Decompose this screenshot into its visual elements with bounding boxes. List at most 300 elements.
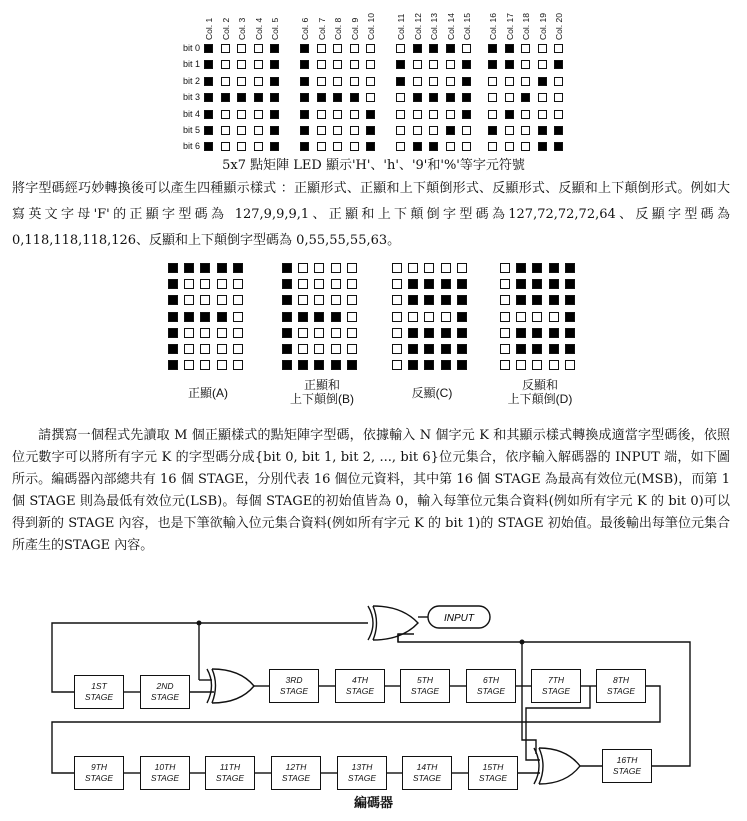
style-dot — [408, 328, 418, 338]
input-label: INPUT — [444, 613, 474, 624]
style-dot — [314, 279, 324, 289]
style-dot — [217, 344, 227, 354]
stage-word: STAGE — [347, 773, 377, 783]
stage-box — [205, 756, 255, 790]
style-dot — [565, 360, 575, 370]
column-header: Col. 5 — [270, 17, 280, 40]
style-dot — [457, 344, 467, 354]
style-dot — [168, 279, 178, 289]
style-dot — [549, 295, 559, 305]
led-dot — [446, 93, 455, 102]
style-dot — [314, 263, 324, 273]
style-dot — [184, 360, 194, 370]
column-header-wrap — [488, 6, 500, 40]
led-dot — [554, 142, 563, 151]
style-dot — [441, 344, 451, 354]
led-dot — [538, 77, 547, 86]
column-header: Col. 4 — [253, 17, 264, 40]
led-dot — [396, 77, 405, 86]
column-header-wrap — [446, 6, 458, 40]
style-dot — [331, 312, 341, 322]
style-dot — [500, 295, 510, 305]
style-dot — [217, 360, 227, 370]
style-dot — [516, 312, 526, 322]
led-dot — [413, 44, 422, 53]
style-dot — [168, 360, 178, 370]
stage-word: STAGE — [410, 686, 440, 696]
stage-word: STAGE — [84, 773, 114, 783]
led-dot — [204, 60, 213, 69]
style-label-line1: 正顯和 — [303, 378, 340, 392]
stage-ordinal: 3RD — [285, 675, 303, 685]
style-dot — [516, 279, 526, 289]
led-dot — [446, 60, 455, 69]
style-dot — [392, 360, 402, 370]
stage-ordinal: 16TH — [616, 755, 638, 765]
encoder-diagram — [0, 600, 747, 821]
led-dot — [333, 93, 342, 102]
stage-ordinal: 5TH — [416, 675, 434, 685]
style-label — [480, 378, 600, 406]
led-dot — [350, 126, 359, 135]
column-header-wrap — [413, 6, 425, 40]
led-dot — [333, 44, 342, 53]
style-dot — [516, 295, 526, 305]
column-header-wrap — [366, 6, 378, 40]
led-dot — [554, 126, 563, 135]
style-dot — [168, 328, 178, 338]
led-dot — [429, 60, 438, 69]
style-dot — [314, 295, 324, 305]
column-header: Col. 2 — [220, 17, 231, 40]
style-dot — [184, 312, 194, 322]
stage-word: STAGE — [281, 773, 311, 783]
style-dot — [408, 279, 418, 289]
led-dot — [333, 110, 342, 119]
style-dot — [217, 279, 227, 289]
led-dot — [237, 93, 246, 102]
style-label — [372, 386, 492, 400]
led-dot — [270, 126, 279, 135]
column-header: Col. 11 — [396, 13, 406, 40]
column-header: Col. 17 — [504, 13, 515, 40]
style-dot — [532, 360, 542, 370]
led-dot — [300, 110, 309, 119]
style-dot — [532, 263, 542, 273]
style-dot — [408, 344, 418, 354]
led-dot — [538, 44, 547, 53]
column-header-wrap — [429, 6, 441, 40]
column-header-wrap — [462, 6, 474, 40]
led-dot — [413, 77, 422, 86]
style-dot — [331, 279, 341, 289]
style-dot — [408, 360, 418, 370]
led-dot — [446, 126, 455, 135]
column-header: Col. 18 — [521, 13, 531, 40]
led-dot — [366, 44, 375, 53]
led-dot — [538, 93, 547, 102]
style-dot — [424, 360, 434, 370]
stage-ordinal: 12TH — [285, 762, 307, 772]
column-header: Col. 16 — [488, 13, 498, 40]
style-dot — [347, 263, 357, 273]
stage-ordinal: 10TH — [154, 762, 176, 772]
led-dot — [462, 93, 471, 102]
style-dot — [298, 312, 308, 322]
style-dot — [282, 279, 292, 289]
led-dot — [270, 60, 279, 69]
led-dot — [429, 44, 438, 53]
stage-word: STAGE — [345, 686, 375, 696]
led-dot — [396, 110, 405, 119]
style-dot — [408, 312, 418, 322]
stage-box — [140, 756, 190, 790]
led-dot — [554, 77, 563, 86]
xor-gate-top-body — [373, 606, 418, 640]
stage-ordinal: 13TH — [351, 762, 373, 772]
led-dot — [429, 110, 438, 119]
led-dot — [317, 44, 326, 53]
led-dot — [413, 110, 422, 119]
led-dot — [413, 93, 422, 102]
led-dot — [505, 93, 514, 102]
led-dot — [270, 77, 279, 86]
led-dot — [300, 77, 309, 86]
style-dot — [282, 312, 292, 322]
led-dot — [521, 126, 530, 135]
style-dot — [424, 263, 434, 273]
stage-box — [602, 749, 652, 783]
style-dot — [184, 328, 194, 338]
stage-ordinal: 2ND — [156, 681, 174, 691]
led-dot — [237, 77, 246, 86]
led-dot — [333, 126, 342, 135]
paragraph-encoder-description — [12, 425, 730, 557]
column-header-wrap — [350, 6, 362, 40]
style-dot — [532, 279, 542, 289]
row-label: bit 1 — [182, 59, 200, 70]
stage-box — [402, 756, 452, 790]
stage-box — [140, 675, 190, 709]
led-dot — [554, 60, 563, 69]
style-dot — [424, 312, 434, 322]
style-dot — [392, 344, 402, 354]
led-dot — [396, 142, 405, 151]
style-dot — [298, 360, 308, 370]
style-dot — [217, 295, 227, 305]
led-dot — [317, 77, 326, 86]
style-dot — [549, 328, 559, 338]
style-dot — [424, 279, 434, 289]
column-header-wrap — [254, 6, 266, 40]
led-dot — [446, 44, 455, 53]
style-dot — [457, 328, 467, 338]
style-dot — [347, 279, 357, 289]
column-header: Col. 13 — [429, 13, 439, 40]
led-dot — [270, 110, 279, 119]
led-dot — [300, 93, 309, 102]
column-header-wrap — [237, 6, 249, 40]
column-header: Col. 1 — [204, 17, 214, 40]
column-header: Col. 20 — [554, 13, 564, 40]
column-header: Col. 15 — [462, 13, 472, 40]
figure-caption-top: 5x7 點矩陣 LED 顯示'H'、'h'、'9'和'%'等字元符號 — [222, 158, 525, 173]
style-dot — [233, 295, 243, 305]
style-dot — [200, 263, 210, 273]
style-dot — [392, 263, 402, 273]
style-label — [148, 386, 268, 400]
led-dot — [333, 142, 342, 151]
stage-word: STAGE — [476, 686, 506, 696]
led-dot — [300, 126, 309, 135]
column-header: Col. 10 — [366, 13, 376, 40]
column-header: Col. 8 — [333, 17, 343, 40]
led-dot — [505, 142, 514, 151]
led-dot — [396, 126, 405, 135]
column-header-wrap — [300, 6, 312, 40]
row-label: bit 5 — [182, 125, 200, 135]
style-dot — [347, 295, 357, 305]
led-dot — [521, 44, 530, 53]
led-dot — [538, 110, 547, 119]
stage-word: STAGE — [612, 766, 642, 776]
stage-box — [400, 669, 450, 703]
led-dot — [204, 110, 213, 119]
style-dot — [441, 263, 451, 273]
led-dot — [446, 77, 455, 86]
led-dot — [221, 93, 230, 102]
column-header: Col. 6 — [300, 17, 310, 40]
style-dot — [500, 328, 510, 338]
style-dot — [532, 295, 542, 305]
column-header: Col. 7 — [316, 17, 327, 40]
stage-word: STAGE — [84, 692, 114, 702]
style-dot — [565, 328, 575, 338]
column-header-wrap — [204, 6, 216, 40]
style-dot — [282, 328, 292, 338]
led-dot — [488, 110, 497, 119]
style-label-line1: 反顯和 — [521, 378, 558, 392]
led-dot — [350, 77, 359, 86]
column-header-wrap — [270, 6, 282, 40]
column-header-wrap — [521, 6, 533, 40]
style-dot — [532, 312, 542, 322]
style-dot — [282, 360, 292, 370]
led-dot — [270, 142, 279, 151]
style-dot — [457, 279, 467, 289]
style-dot — [233, 263, 243, 273]
style-dot — [565, 295, 575, 305]
style-dot — [516, 263, 526, 273]
style-dot — [457, 263, 467, 273]
stage-word: STAGE — [215, 773, 245, 783]
style-label — [262, 378, 382, 406]
led-dot — [366, 126, 375, 135]
led-dot — [317, 126, 326, 135]
row-label: bit 4 — [182, 108, 200, 119]
style-dot — [500, 344, 510, 354]
style-dot — [200, 360, 210, 370]
style-dot — [200, 328, 210, 338]
row-label: bit 6 — [182, 141, 200, 152]
column-header-wrap — [221, 6, 233, 40]
paragraph-styles-intro: 將字型碼經巧妙轉換後可以產生四種顯示樣式 ：正顯形式、正顯和上下顛倒形式、反顯形式、反顯和上下顛倒形式。例如大寫英文字母'F'的正顯字型碼為 127,9,9,9,1、正顯和上下顛倒字型碼為127,72,72,72,64、反顯字型碼為 0,118,118,118,126、反顯和上下顛倒字型碼為 0,55,55,55,63。 — [12, 181, 730, 248]
style-label-line1: 正顯(A) — [188, 386, 228, 400]
style-dot — [331, 360, 341, 370]
style-dot — [184, 263, 194, 273]
style-dot — [217, 328, 227, 338]
style-dot — [298, 295, 308, 305]
style-dot — [392, 328, 402, 338]
stage-ordinal: 9TH — [90, 762, 108, 772]
style-dot — [217, 312, 227, 322]
style-dot — [516, 344, 526, 354]
xor-gate-top-back — [368, 606, 373, 640]
style-dot — [233, 312, 243, 322]
style-dot — [549, 360, 559, 370]
style-dot — [347, 312, 357, 322]
column-header-wrap — [538, 6, 550, 40]
led-dot — [204, 126, 213, 135]
led-dot — [254, 142, 263, 151]
led-dot — [221, 110, 230, 119]
column-header-wrap — [554, 6, 566, 40]
stage-ordinal: 1ST — [91, 681, 107, 691]
led-dot — [521, 93, 530, 102]
led-dot — [366, 142, 375, 151]
style-dot — [184, 279, 194, 289]
style-dot — [233, 360, 243, 370]
stage-ordinal: 7TH — [547, 675, 565, 685]
led-dot — [366, 60, 375, 69]
led-dot — [538, 142, 547, 151]
style-dot — [282, 344, 292, 354]
led-dot — [538, 126, 547, 135]
led-dot — [429, 126, 438, 135]
led-dot — [396, 93, 405, 102]
style-label-line2: 上下顛倒(B) — [290, 392, 354, 406]
stage-box — [271, 756, 321, 790]
led-dot — [317, 142, 326, 151]
style-dot — [565, 279, 575, 289]
led-dot — [429, 142, 438, 151]
style-dot — [200, 344, 210, 354]
style-dot — [282, 263, 292, 273]
led-dot — [333, 60, 342, 69]
style-dot — [516, 328, 526, 338]
led-dot — [300, 44, 309, 53]
led-dot — [204, 44, 213, 53]
style-dot — [392, 312, 402, 322]
style-dot — [441, 360, 451, 370]
stage-word: STAGE — [412, 773, 442, 783]
style-dot — [331, 295, 341, 305]
led-dot — [538, 60, 547, 69]
led-dot — [254, 77, 263, 86]
style-dot — [282, 295, 292, 305]
style-dot — [233, 279, 243, 289]
style-dot — [441, 328, 451, 338]
led-dot — [237, 44, 246, 53]
stage-box — [466, 669, 516, 703]
led-dot — [350, 60, 359, 69]
style-dot — [314, 328, 324, 338]
style-dot — [441, 279, 451, 289]
stage-box — [269, 669, 319, 703]
led-dot — [462, 110, 471, 119]
style-label-line1: 反顯(C) — [411, 386, 453, 400]
stage-word: STAGE — [606, 686, 636, 696]
led-dot — [366, 77, 375, 86]
style-dot — [565, 312, 575, 322]
column-header-wrap — [505, 6, 517, 40]
led-dot — [413, 126, 422, 135]
led-dot — [554, 93, 563, 102]
led-dot — [429, 77, 438, 86]
style-dot — [441, 312, 451, 322]
style-dot — [217, 263, 227, 273]
column-header: Col. 9 — [349, 17, 360, 40]
style-dot — [424, 344, 434, 354]
stage-box — [74, 675, 124, 709]
style-dot — [457, 360, 467, 370]
led-dot — [413, 60, 422, 69]
led-dot — [317, 93, 326, 102]
led-dot — [300, 142, 309, 151]
style-dot — [331, 328, 341, 338]
style-dot — [500, 360, 510, 370]
led-dot — [366, 110, 375, 119]
led-dot — [462, 142, 471, 151]
led-dot — [237, 142, 246, 151]
stage-word: STAGE — [541, 686, 571, 696]
style-dot — [314, 344, 324, 354]
led-dot — [488, 44, 497, 53]
junction-dot — [520, 640, 525, 645]
style-dot — [408, 295, 418, 305]
style-dot — [565, 344, 575, 354]
led-dot — [488, 77, 497, 86]
led-dot — [204, 93, 213, 102]
stage-word: STAGE — [150, 692, 180, 702]
led-dot — [237, 126, 246, 135]
led-dot — [396, 60, 405, 69]
stage-box — [531, 669, 581, 703]
style-dot — [331, 263, 341, 273]
led-dot — [505, 77, 514, 86]
stage-box — [337, 756, 387, 790]
stage-box — [74, 756, 124, 790]
style-dot — [298, 328, 308, 338]
column-header-wrap — [317, 6, 329, 40]
style-dot — [184, 295, 194, 305]
led-dot — [350, 44, 359, 53]
style-dot — [184, 344, 194, 354]
led-dot — [446, 142, 455, 151]
encoder-title: 編碼器 — [353, 796, 393, 811]
style-dot — [331, 344, 341, 354]
style-dot — [457, 312, 467, 322]
column-header: Col. 14 — [445, 13, 456, 40]
row-label: bit 0 — [182, 43, 200, 53]
dot-matrix-figure — [160, 0, 580, 152]
led-dot — [221, 77, 230, 86]
style-dot — [549, 344, 559, 354]
led-dot — [505, 44, 514, 53]
led-dot — [204, 142, 213, 151]
led-dot — [505, 60, 514, 69]
led-dot — [237, 60, 246, 69]
